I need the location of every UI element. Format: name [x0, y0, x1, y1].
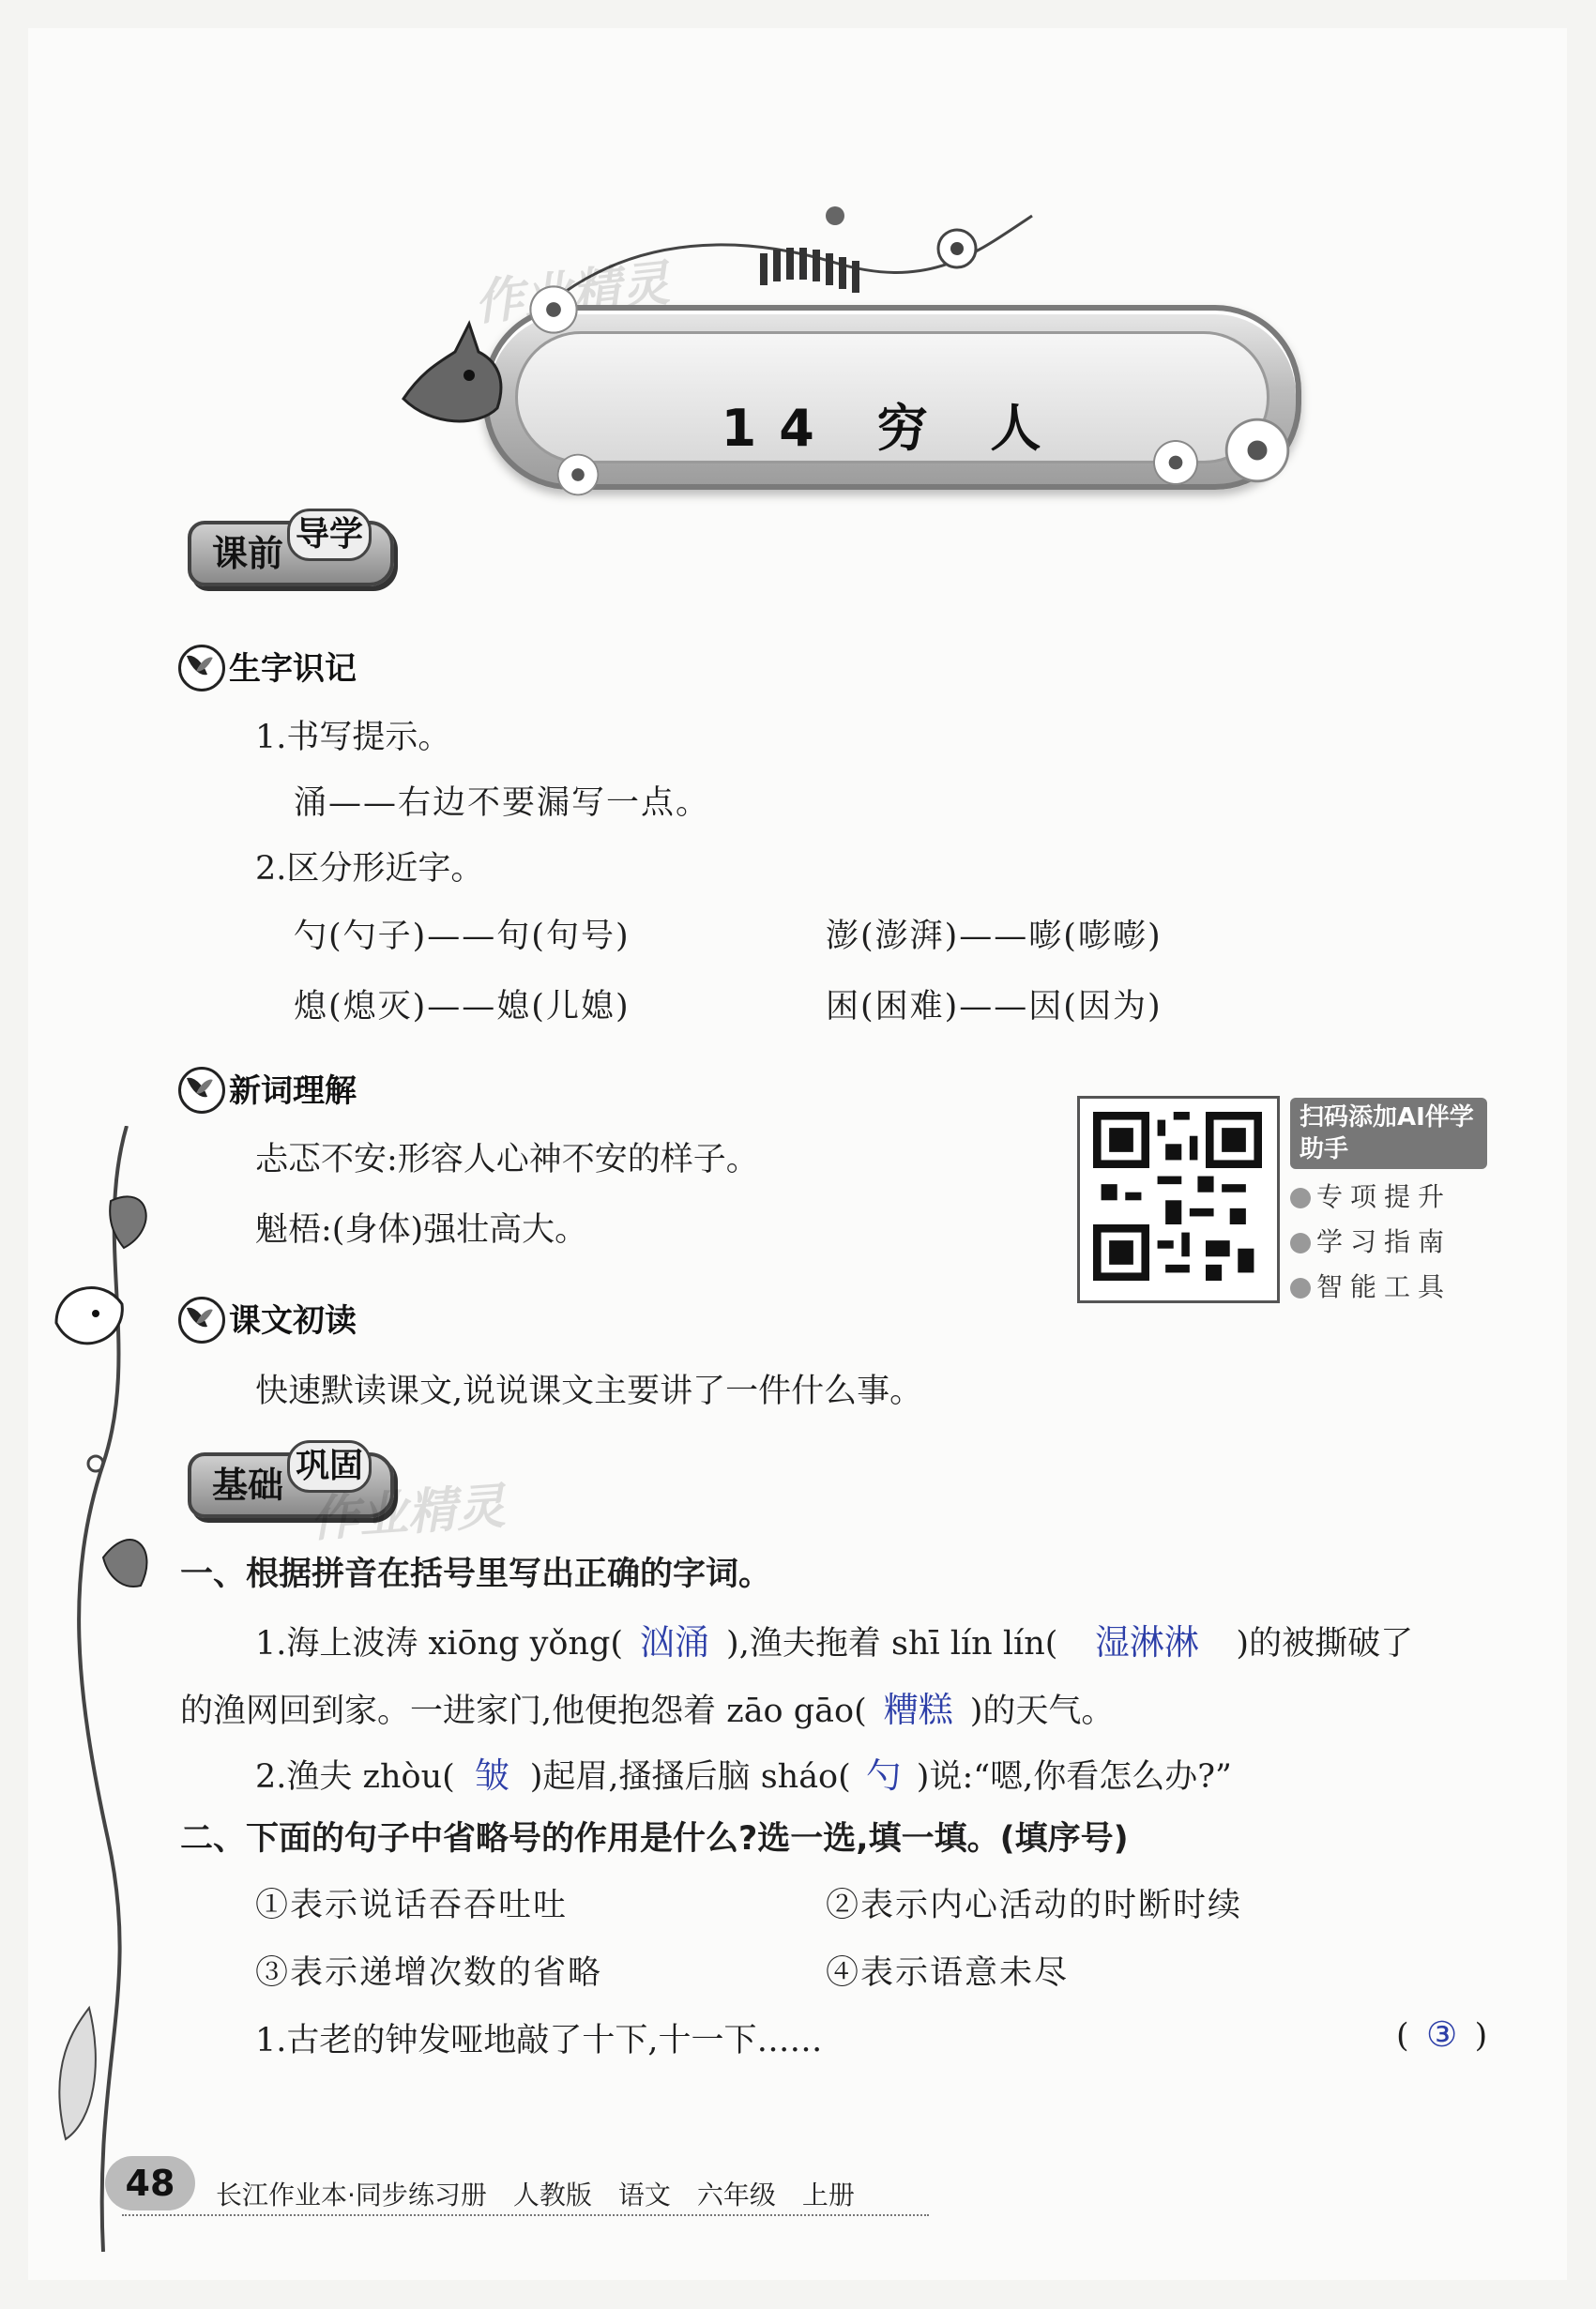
similar-char-pair: 困(困难)——因(因为) — [826, 988, 1163, 1025]
flower-icon — [1220, 413, 1295, 488]
paren-close: ) — [1474, 2017, 1488, 2055]
text-segment: )的被撕破了 — [1236, 1625, 1414, 1663]
answer-blank[interactable]: 湿淋淋 — [1094, 1622, 1199, 1663]
leaf-icon — [178, 1297, 225, 1344]
similar-char-pair: 熄(熄灭)——媳(儿媳) — [294, 988, 631, 1025]
answer-blank[interactable]: ③ — [1426, 2014, 1458, 2055]
paren-open: ( — [1396, 2017, 1409, 2055]
question-2-heading: 二、下面的句子中省略号的作用是什么?选一选,填一填。(填序号) — [180, 1820, 1129, 1858]
answer-parentheses — [1396, 2014, 1487, 2055]
qr-feature-label: 智能工具 — [1316, 1271, 1452, 1302]
section-tag-pre-study — [188, 515, 394, 586]
watermark: 作业精灵 — [308, 1478, 508, 1549]
question-1-heading: 一、根据拼音在括号里写出正确的字词。 — [180, 1556, 772, 1593]
text-segment: )说:“嗯,你看怎么办?” — [916, 1758, 1232, 1796]
text-segment: 2.渔夫 zhòu( — [255, 1758, 455, 1796]
leaf-icon — [178, 1067, 225, 1114]
option: ③表示递增次数的省略 — [255, 1954, 603, 1992]
similar-chars-title: 2.区分形近字。 — [255, 850, 484, 888]
vocab-entry: 忐忑不安:形容人心神不安的样子。 — [255, 1141, 759, 1178]
leaf-icon — [178, 645, 225, 691]
qr-feature — [1290, 1222, 1487, 1259]
footer-text: 长江作业本·同步练习册 人教版 语文 六年级 上册 — [216, 2180, 855, 2210]
question-1-line-3 — [255, 1747, 1232, 1798]
check-icon — [1290, 1278, 1311, 1299]
vocab-entry: 魁梧:(身体)强壮高大。 — [255, 1211, 588, 1249]
qr-feature-label: 学习指南 — [1316, 1226, 1452, 1257]
qr-info — [1290, 1098, 1487, 1304]
qr-feature — [1290, 1267, 1487, 1304]
vine-decoration — [38, 1126, 150, 2252]
answer-blank[interactable]: 皱 — [475, 1755, 510, 1796]
subheading-characters — [178, 643, 357, 694]
flower-icon — [1149, 436, 1202, 489]
check-icon — [1290, 1233, 1311, 1253]
flower-icon — [525, 281, 582, 338]
flower-icon — [554, 450, 602, 499]
qr-feature — [1290, 1177, 1487, 1214]
writing-tip-title: 1.书写提示。 — [255, 719, 451, 756]
similar-char-pair: 澎(澎湃)——嘭(嘭嘭) — [826, 918, 1163, 955]
subheading-vocabulary — [178, 1065, 357, 1117]
option: ①表示说话吞吞吐吐 — [255, 1887, 569, 1924]
qr-feature-label: 专项提升 — [1316, 1181, 1452, 1212]
text-segment: )的天气。 — [969, 1693, 1115, 1730]
text-segment: ),渔夫拖着 shī lín lín( — [726, 1625, 1058, 1663]
option: ④表示语意未尽 — [826, 1954, 1070, 1992]
fox-icon — [394, 314, 516, 436]
option: ②表示内心活动的时断时续 — [826, 1887, 1243, 1924]
writing-tip: 涌——右边不要漏写一点。 — [294, 784, 711, 822]
qr-title: 扫码添加AI伴学助手 — [1290, 1098, 1487, 1169]
question-1-line-1 — [255, 1614, 1413, 1664]
answer-blank[interactable]: 勺 — [866, 1755, 902, 1796]
subheading-text: 新词理解 — [229, 1072, 357, 1110]
answer-blank[interactable]: 糟糕 — [883, 1690, 953, 1730]
text-segment: )起眉,搔搔后脑 sháo( — [529, 1758, 851, 1796]
subheading-reading — [178, 1295, 357, 1346]
question-2-sentence-1: 1.古老的钟发哑地敲了十下,十一下…… — [255, 2022, 823, 2059]
section-tag-main: 课前 — [212, 533, 284, 574]
lesson-title: 14 穷 人 — [721, 399, 1064, 458]
page-number: 48 — [105, 2156, 195, 2210]
similar-char-pair: 勺(勺子)——句(句号) — [294, 918, 631, 955]
question-1-line-2 — [180, 1681, 1114, 1732]
qr-code-icon — [1093, 1112, 1262, 1281]
qr-code[interactable] — [1077, 1096, 1280, 1303]
section-tag-main: 基础 — [212, 1465, 284, 1506]
reading-task: 快速默读课文,说说课文主要讲了一件什么事。 — [255, 1373, 923, 1410]
text-segment: 1.海上波涛 xiōng yǒng( — [255, 1625, 624, 1663]
text-segment: 的渔网回到家。一进家门,他便抱怨着 zāo gāo( — [180, 1693, 867, 1730]
subheading-text: 生字识记 — [229, 650, 357, 688]
answer-blank[interactable]: 汹涌 — [640, 1622, 710, 1663]
check-icon — [1290, 1188, 1311, 1208]
section-tag-small: 巩固 — [287, 1440, 372, 1493]
subheading-text: 课文初读 — [229, 1302, 357, 1340]
section-tag-small: 导学 — [287, 509, 372, 561]
footer — [122, 2167, 929, 2216]
